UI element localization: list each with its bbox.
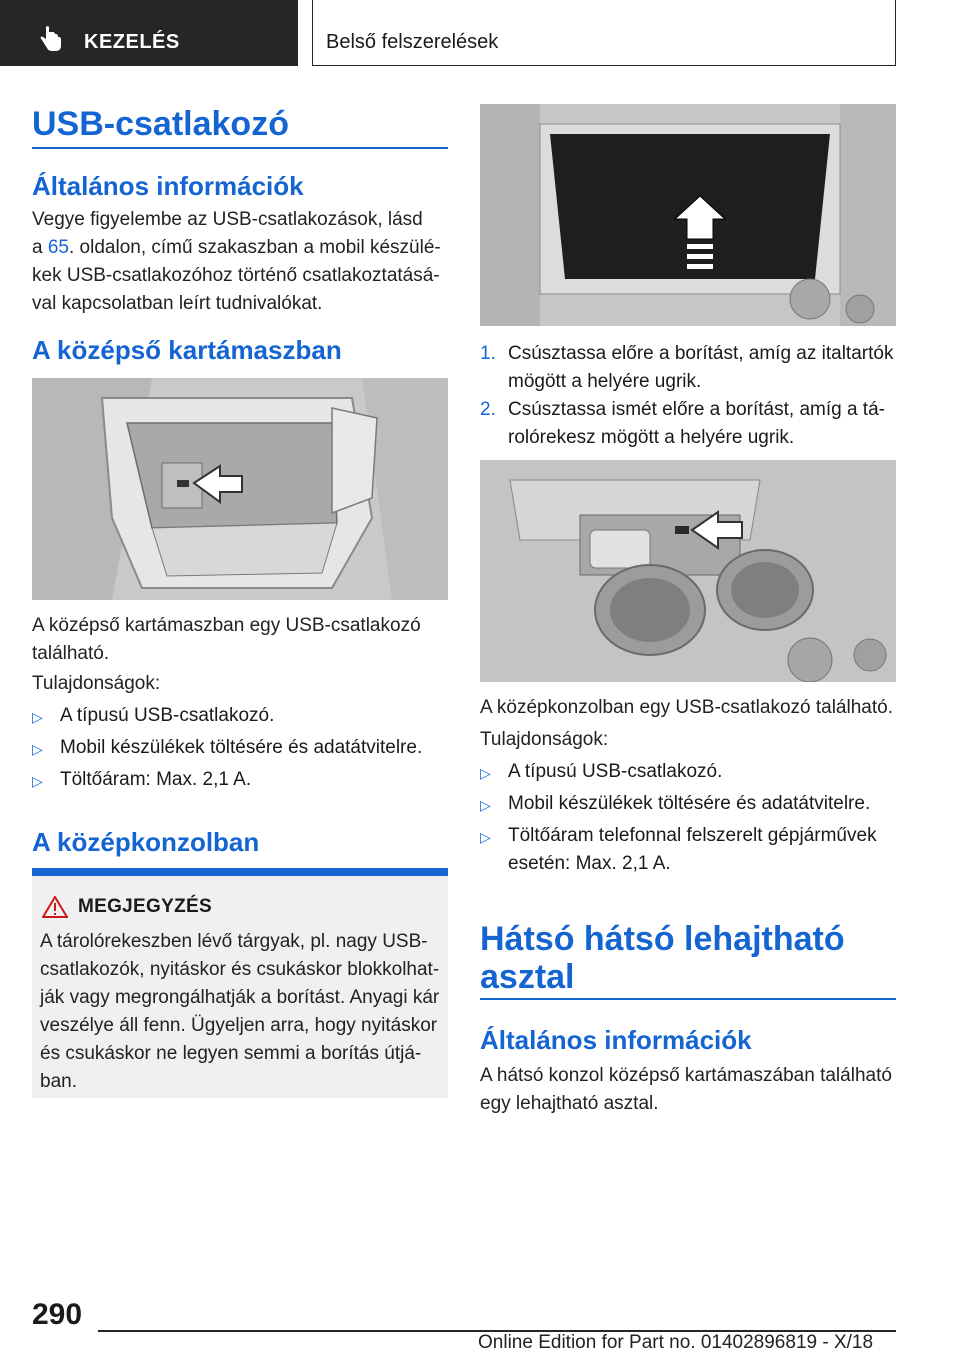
list-item-text: Mobil készülékek töltésére és adatátvitelre. [60,737,423,758]
text-line: asztal [480,958,575,996]
list-item-text: Töltőáram: Max. 2,1 A. [60,769,252,790]
text-line [32,234,448,262]
armrest-caption [32,612,448,668]
step-number: 2. [480,399,496,420]
chapter-tab-label: KEZELÉS [84,31,180,53]
list-item-text: A típusú USB-csatlakozó. [508,761,723,782]
table-heading [480,920,896,996]
general-text-right [480,1062,896,1118]
triangle-bullet-icon: ▷ [32,741,43,757]
list-item-text: A típusú USB-csatlakozó. [60,705,275,726]
armrest-illustration [32,378,448,600]
console-illustration [480,460,896,682]
step-text [508,340,893,396]
triangle-bullet-icon: ▷ [480,765,491,781]
title-rule [32,147,448,149]
hand-pointer-icon [38,26,62,52]
text-line: egy lehajtható asztal. [480,1093,659,1114]
triangle-bullet-icon: ▷ [480,797,491,813]
note-text [40,928,444,1096]
edition-text: Online Edition for Part no. 01402896819 - X/18 [478,1332,874,1353]
armrest-usb-figure [32,378,448,600]
console-heading: A középkonzolban [32,827,260,857]
list-item-text: esetén: Max. 2,1 A. [508,853,671,874]
list-item-text: Mobil készülékek töltésére és adatátvitelre. [508,793,871,814]
text-line: Csúsztassa előre a borítást, amíg az italtartók [508,343,894,364]
cover-slide-figure [480,104,896,326]
props-label-left: Tulajdonságok: [32,673,161,694]
props-label-right: Tulajdonságok: [480,729,609,750]
text-line: A hátsó konzol középső kartámaszában található [480,1065,892,1086]
note-accent-bar [32,868,448,876]
text-line: A tárolórekeszben lévő tárgyak, pl. nagy USB- [40,931,428,952]
text-span: . oldalon, című szakaszban a mobil készülé- [69,237,441,258]
page-number: 290 [32,1298,83,1331]
console-usb-figure [480,460,896,682]
text-line: ják vagy megrongálhatják a borítást. Anyagi kár [40,987,440,1008]
text-line: A középső kartámaszban egy USB-csatlakozó [32,615,421,636]
section-title: Belső felszerelések [326,31,499,53]
page-link-65[interactable]: 65 [47,237,69,258]
text-line: Vegye figyelembe az USB-csatlakozások, lásd [32,209,423,230]
page-title: USB-csatlakozó [32,105,289,143]
text-line: mögött a helyére ugrik. [508,371,702,392]
armrest-heading: A középső kartámaszban [32,335,342,365]
text-line: ban. [40,1071,77,1092]
table-heading-rule [480,998,896,1000]
text-line: található. [32,643,110,664]
note-title: MEGJEGYZÉS [78,896,212,917]
text-line: Csúsztassa ismét előre a borítást, amíg a tá- [508,399,885,420]
step-number: 1. [480,343,496,364]
general-heading-left: Általános információk [32,171,304,201]
cover-slide-illustration [480,104,896,326]
triangle-bullet-icon: ▷ [32,709,43,725]
text-line: és csukáskor ne legyen semmi a borítás útjá- [40,1043,422,1064]
step-text [508,396,885,452]
general-text-left [32,206,448,318]
warning-triangle-icon [42,896,68,918]
section-header [312,0,896,66]
text-line: kek USB-csatlakozóhoz történő csatlakoztatásá- [32,265,440,286]
text-line: csatlakozók, nyitáskor és csukáskor blokkolhat- [40,959,440,980]
text-line: veszélye áll fenn. Ügyeljen arra, hogy nyitáskor [40,1015,438,1036]
note-box [32,876,448,1098]
triangle-bullet-icon: ▷ [32,773,43,789]
triangle-bullet-icon: ▷ [480,829,491,845]
general-heading-right: Általános információk [480,1025,752,1055]
list-item-text: Töltőáram telefonnal felszerelt gépjárművek [508,825,877,846]
text-line: rolórekesz mögött a helyére ugrik. [508,427,795,448]
text-line: val kapcsolatban leírt tudnivalókat. [32,293,323,314]
console-caption: A középkonzolban egy USB-csatlakozó található. [480,697,893,718]
chapter-tab[interactable] [0,0,298,66]
text-span: a [32,237,48,258]
text-line: Hátsó hátsó lehajtható [480,920,845,958]
